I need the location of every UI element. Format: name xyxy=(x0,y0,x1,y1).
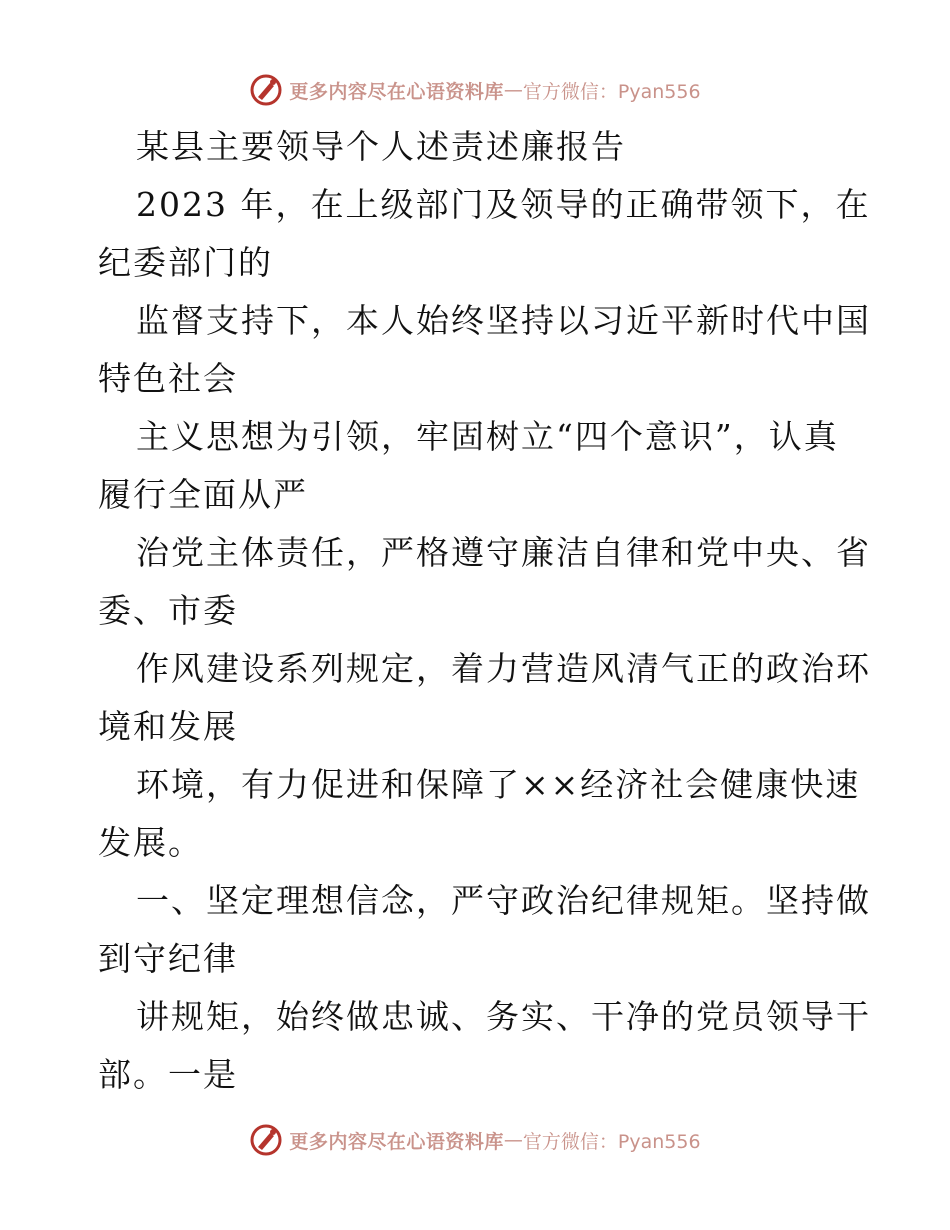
header-watermark-banner xyxy=(0,70,950,110)
banner-title: 更多内容尽在心语资料库 xyxy=(289,80,504,103)
document-line: 委、市委 xyxy=(98,591,238,630)
document-line: 到守纪律 xyxy=(98,939,238,978)
banner-separator: — xyxy=(503,79,523,101)
document-line: 特色社会 xyxy=(98,359,238,398)
document-line: 履行全面从严 xyxy=(98,475,308,514)
document-line: 治党主体责任，严格遵守廉洁自律和党中央、省 xyxy=(136,533,871,572)
document-line: 环境，有力促进和保障了××经济社会健康快速 xyxy=(136,765,861,804)
document-line: 2023 年，在上级部门及领导的正确带领下，在 xyxy=(136,185,871,224)
brand-logo-icon xyxy=(249,73,283,107)
banner-wechat: 官方微信：Pyan556 xyxy=(522,1130,701,1153)
document-line: 境和发展 xyxy=(98,707,238,746)
footer-watermark-banner xyxy=(0,1120,950,1160)
document-title: 某县主要领导个人述责述廉报告 xyxy=(136,127,626,166)
brand-logo-icon xyxy=(249,1123,283,1157)
document-line: 监督支持下，本人始终坚持以习近平新时代中国 xyxy=(136,301,871,340)
banner-title: 更多内容尽在心语资料库 xyxy=(289,1130,504,1153)
section-heading-line: 一、坚定理想信念，严守政治纪律规矩。坚持做 xyxy=(136,881,871,920)
banner-separator: — xyxy=(503,1129,523,1151)
document-line: 作风建设系列规定，着力营造风清气正的政治环 xyxy=(136,649,871,688)
document-line: 讲规矩，始终做忠诚、务实、干净的党员领导干 xyxy=(136,997,871,1036)
document-line: 主义思想为引领，牢固树立“四个意识”，认真 xyxy=(136,417,839,456)
document-body xyxy=(98,118,871,1104)
banner-wechat: 官方微信：Pyan556 xyxy=(522,80,701,103)
document-line: 发展。 xyxy=(98,823,203,862)
document-line: 纪委部门的 xyxy=(98,243,273,282)
document-line: 部。一是 xyxy=(98,1055,238,1094)
